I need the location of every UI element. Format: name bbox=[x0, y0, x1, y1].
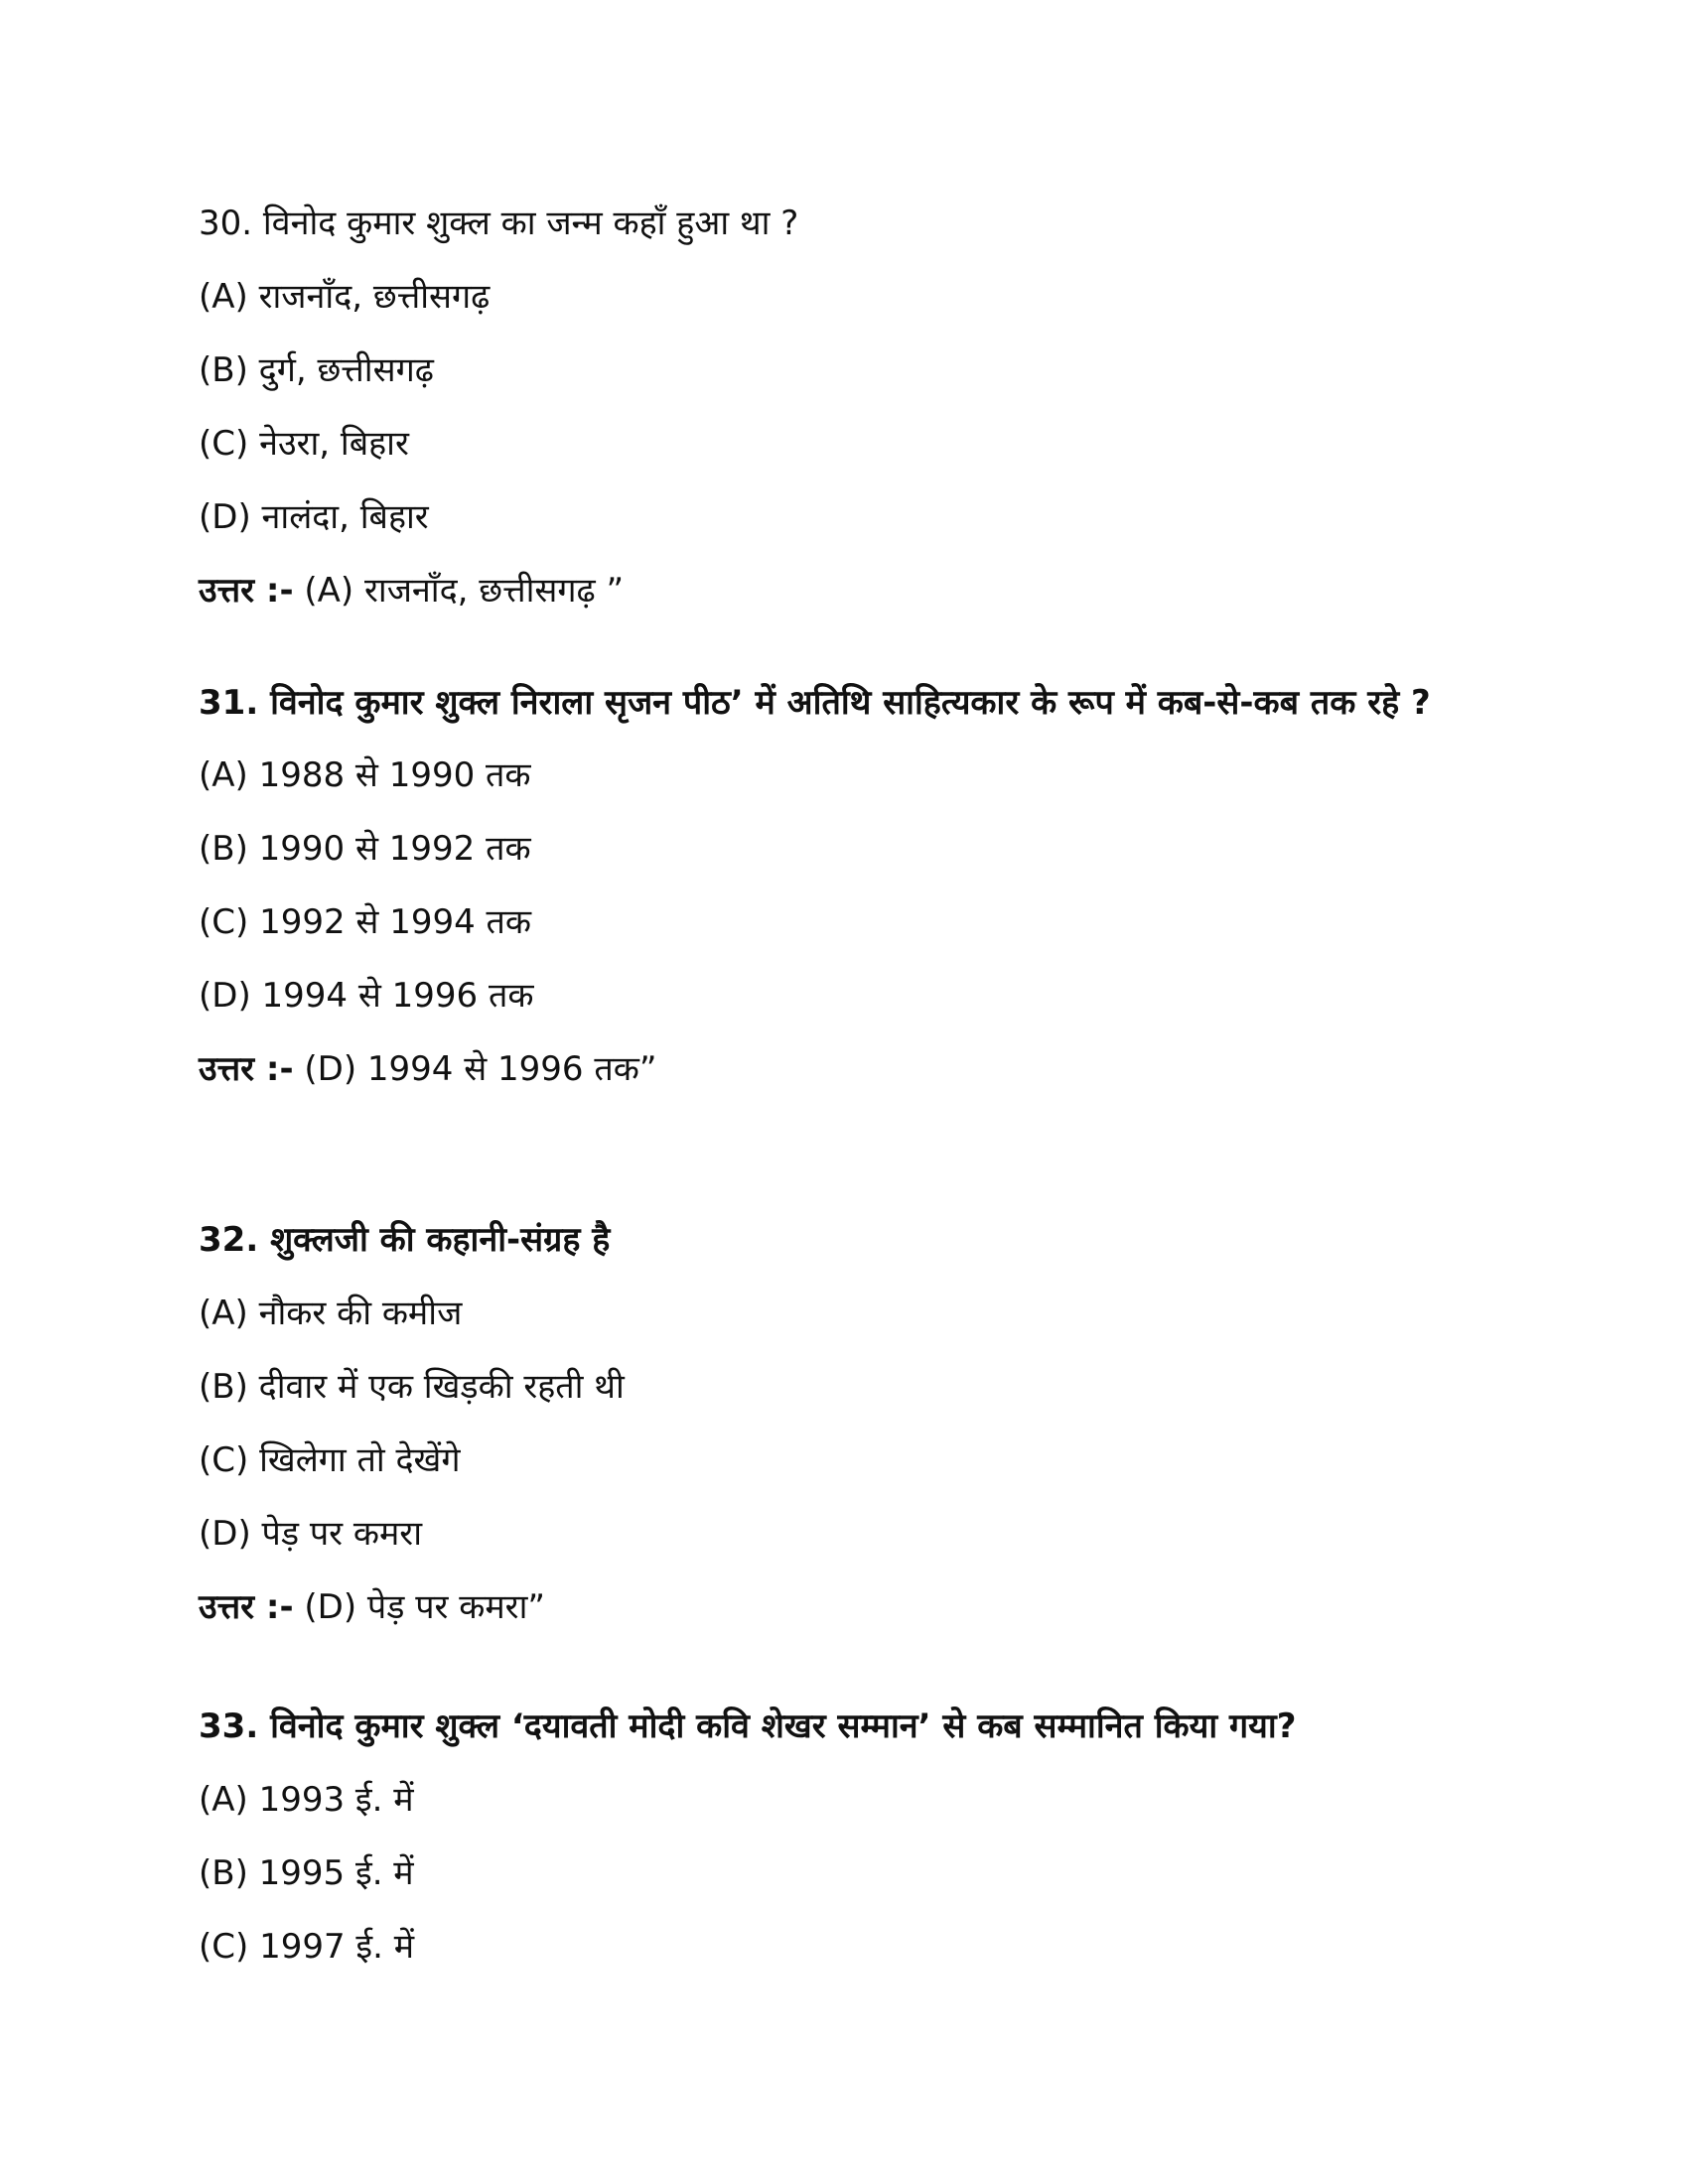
option-b: (B) 1990 से 1992 तक bbox=[199, 829, 531, 869]
answer-label: उत्तर :- bbox=[199, 571, 294, 611]
option-a: (A) नौकर की कमीज bbox=[199, 1294, 463, 1333]
option-c: (C) 1997 ई. में bbox=[199, 1927, 415, 1967]
question-text: 30. विनोद कुमार शुक्ल का जन्म कहाँ हुआ था ? bbox=[199, 204, 799, 243]
option-c: (C) नेउरा, बिहार bbox=[199, 424, 409, 464]
option-d: (D) 1994 से 1996 तक bbox=[199, 976, 534, 1016]
question-block-32 bbox=[199, 1213, 1509, 1634]
question-text: 31. विनोद कुमार शुक्ल निराला सृजन पीठ’ में अतिथि साहित्यकार के रूप में कब-से-कब तक रहे ? bbox=[199, 683, 1431, 723]
option-b: (B) 1995 ई. में bbox=[199, 1853, 414, 1893]
question-block-31 bbox=[199, 677, 1509, 1096]
option-a: (A) राजनाँद, छत्तीसगढ़ bbox=[199, 277, 491, 317]
answer-label: उत्तर :- bbox=[199, 1587, 294, 1627]
option-d: (D) पेड़ पर कमरा bbox=[199, 1514, 423, 1554]
option-d: (D) नालंदा, बिहार bbox=[199, 497, 429, 537]
question-text: 33. विनोद कुमार शुक्ल ‘दयावती मोदी कवि शेखर सम्मान’ से कब सम्मानित किया गया? bbox=[199, 1706, 1297, 1746]
option-a: (A) 1988 से 1990 तक bbox=[199, 755, 531, 795]
question-text: 32. शुक्लजी की कहानी-संग्रह है bbox=[199, 1220, 611, 1260]
answer-text: (A) राजनाँद, छत्तीसगढ़ ” bbox=[293, 571, 625, 611]
option-b: (B) दीवार में एक खिड़की रहती थी bbox=[199, 1367, 625, 1407]
answer-line bbox=[199, 1580, 1509, 1634]
question-block-30 bbox=[199, 197, 1509, 617]
answer-label: उत्तर :- bbox=[199, 1049, 294, 1089]
option-a: (A) 1993 ई. में bbox=[199, 1780, 414, 1820]
question-block-33 bbox=[199, 1700, 1509, 1993]
answer-text: (D) 1994 से 1996 तक” bbox=[293, 1049, 657, 1089]
option-c: (C) खिलेगा तो देखेंगे bbox=[199, 1440, 461, 1480]
answer-line bbox=[199, 564, 1509, 617]
answer-line bbox=[199, 1042, 1509, 1096]
option-b: (B) दुर्ग, छत्तीसगढ़ bbox=[199, 350, 434, 390]
option-c: (C) 1992 से 1994 तक bbox=[199, 902, 532, 942]
answer-text: (D) पेड़ पर कमरा” bbox=[293, 1587, 546, 1627]
